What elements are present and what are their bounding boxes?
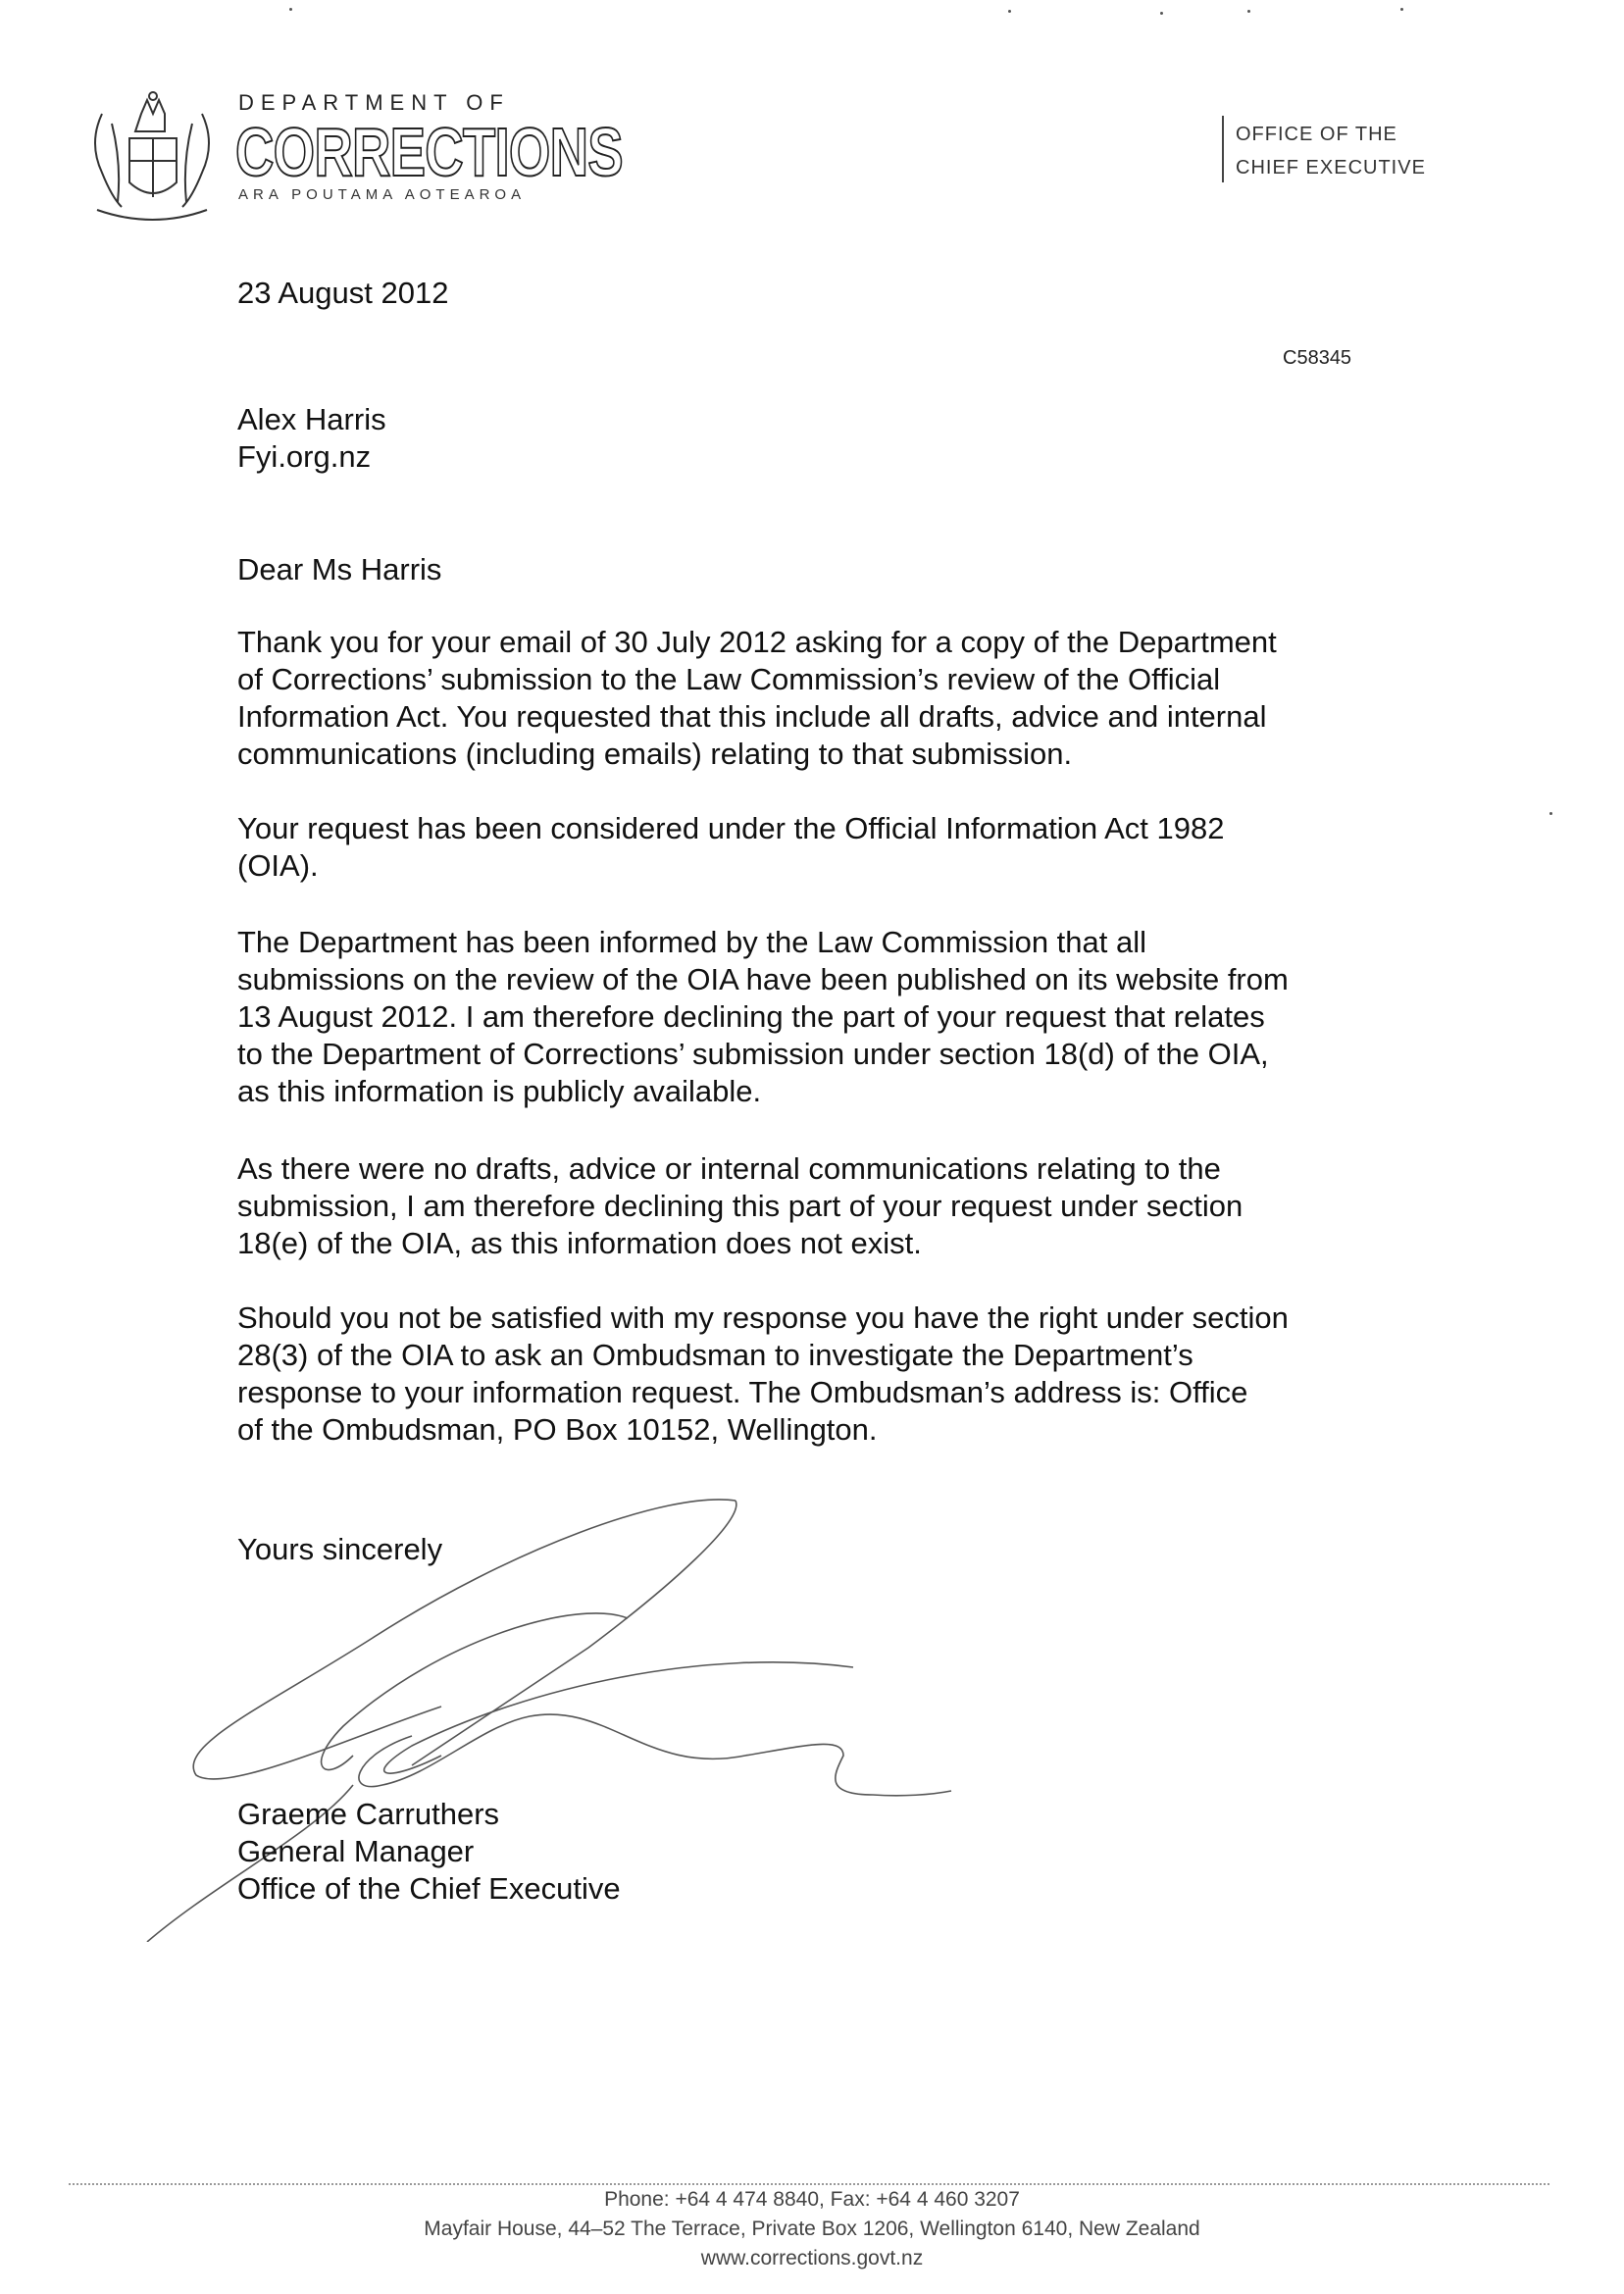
paragraph-line: of Corrections’ submission to the Law Commission’s review of the Official — [237, 662, 1221, 696]
signatory-title: General Manager — [237, 1834, 475, 1868]
department-of-label: DEPARTMENT OF — [238, 90, 510, 115]
footer — [0, 2185, 1624, 2273]
paragraph-line: as this information is publicly available. — [237, 1074, 762, 1108]
signatory-name: Graeme Carruthers — [237, 1797, 500, 1831]
paragraph-3 — [237, 924, 1289, 1110]
ara-poutama-label: ARA POUTAMA AOTEAROA — [238, 186, 527, 203]
footer-address: Mayfair House, 44–52 The Terrace, Private Box 1206, Wellington 6140, New Zealand — [424, 2218, 1200, 2240]
paragraph-line: Your request has been considered under the Official Information Act 1982 — [237, 811, 1225, 845]
salutation: Dear Ms Harris — [237, 552, 442, 586]
recipient-name: Alex Harris — [237, 402, 386, 436]
office-label — [1236, 118, 1426, 184]
paragraph-line: of the Ombudsman, PO Box 10152, Wellington. — [237, 1412, 878, 1447]
corrections-wordmark: CORRECTIONS — [235, 114, 623, 190]
paragraph-line: (OIA). — [237, 848, 319, 883]
paragraph-line: Should you not be satisfied with my response you have the right under section — [237, 1300, 1289, 1335]
footer-phone: Phone: +64 4 474 8840, Fax: +64 4 460 3207 — [604, 2188, 1020, 2211]
paragraph-line: 18(e) of the OIA, as this information does not exist. — [237, 1226, 922, 1260]
paragraph-line: to the Department of Corrections’ submission under section 18(d) of the OIA, — [237, 1037, 1269, 1071]
paragraph-line: Information Act. You requested that this include all drafts, advice and internal — [237, 699, 1267, 734]
office-line-1: OFFICE OF THE — [1236, 124, 1397, 145]
letter-date: 23 August 2012 — [237, 276, 449, 310]
paragraph-1 — [237, 624, 1277, 773]
paragraph-4 — [237, 1150, 1243, 1262]
paragraph-line: 13 August 2012. I am therefore declining the part of your request that relates — [237, 999, 1265, 1034]
recipient-org: Fyi.org.nz — [237, 439, 372, 474]
closing: Yours sincerely — [237, 1532, 443, 1566]
paragraph-line: Thank you for your email of 30 July 2012 asking for a copy of the Department — [237, 625, 1277, 659]
reference-number: C58345 — [1283, 347, 1352, 369]
coat-of-arms-icon — [82, 84, 222, 222]
office-line-2: CHIEF EXECUTIVE — [1236, 157, 1426, 178]
office-divider — [1222, 116, 1224, 182]
paragraph-line: 28(3) of the OIA to ask an Ombudsman to investigate the Department’s — [237, 1338, 1193, 1372]
paragraph-line: The Department has been informed by the Law Commission that all — [237, 925, 1147, 959]
paragraph-2 — [237, 810, 1224, 885]
paragraph-5 — [237, 1300, 1289, 1449]
signatory-block — [237, 1796, 621, 1908]
paragraph-line: communications (including emails) relating to that submission. — [237, 737, 1073, 771]
signatory-office: Office of the Chief Executive — [237, 1871, 621, 1906]
paragraph-line: submission, I am therefore declining this part of your request under section — [237, 1189, 1243, 1223]
footer-website[interactable]: www.corrections.govt.nz — [700, 2247, 924, 2269]
paragraph-line: response to your information request. The Ombudsman’s address is: Office — [237, 1375, 1248, 1409]
recipient-block — [237, 401, 386, 476]
paragraph-line: submissions on the review of the OIA have been published on its website from — [237, 962, 1289, 996]
paragraph-line: As there were no drafts, advice or internal communications relating to the — [237, 1151, 1221, 1186]
